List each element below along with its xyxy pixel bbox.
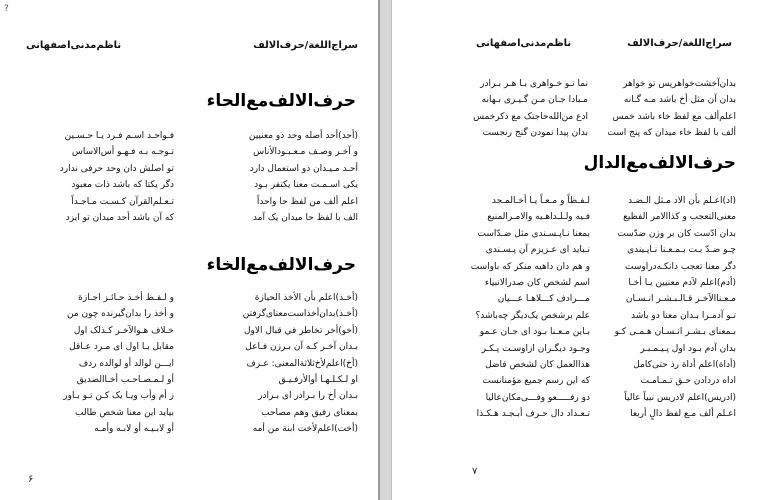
verse-column-left [14, 128, 174, 226]
verse-line: او لـكـلـهـا أوالأرفـيـق [278, 374, 358, 385]
verse-line: لـفـظاً و مـعـاً يـا أخـالمـجد [491, 196, 590, 206]
page-gutter [378, 0, 392, 500]
verse-column-right [188, 128, 358, 226]
verse-line: اسم لشخص كان صدرالانبياء [484, 277, 590, 288]
verse-line: اعـلم ألف مـع لفظ دالٍ أربعا [630, 409, 736, 420]
verse-line: مـــرادف كـــلاهـا عـــيان [497, 294, 590, 305]
verse-line: بـدان آخـر كـه آن بـرزن فـاعل [245, 342, 358, 353]
section-title-alha: حرف‌الالف‌مع‌الحاء [206, 91, 356, 111]
verse-line: تـوجـه بـه فـهـو أس‌الاساس [71, 147, 174, 158]
verse-line: بمعنای رفيق وهم مصاحب [261, 407, 358, 418]
verse-line: بدان‌آخشت‌خواهرپس تو خواهر [623, 79, 736, 89]
verse-line: و لـفـظ أخـذ حـائـز اجـازة [78, 293, 174, 303]
verse-line: معنی‌التعجب و كذا‌الامر الفظيع [623, 212, 736, 223]
section-title-alkha: حرف‌الالف‌مع‌الخاء [206, 255, 356, 275]
verse-line: دگر معنا تعجب دانکـه‌دراوست [625, 261, 736, 272]
verse-line: تـو آدمـرا بـدان معنا دو باشد [631, 310, 736, 321]
verse-line: بدان ادّست كان بر وزن ضدّست [617, 228, 736, 239]
verse-line: (اد)اعـلم بأن الاد مـثل الـضـد [628, 196, 736, 206]
verse-line: (أخـذ)اعلم بأن الأخذ الحيازة [254, 293, 358, 303]
verse-line: خـلاف هـوالآخـر كـذلک اول [73, 325, 174, 336]
verse-line: (أخـذ)بدان‌أخذاست‌معنای‌گرفتن [242, 309, 358, 320]
verse-line: علم برشخص يک‌ديگر چه‌باشد؟ [475, 310, 590, 321]
verse-line: و آخـر وصـف مـعـبـود‌الأناس [253, 147, 358, 158]
verse-line: بـدان أخ را بـرادر ای بـرادر [258, 391, 358, 402]
verse-line: مـبادا جـان مـن گـيـری بـهانه [481, 95, 588, 106]
verse-column-right [586, 76, 736, 142]
verse-line: بـمعنای بـشـر انـسـان هـمـی كـو [614, 327, 736, 338]
verse-line: دگر يكتا كه باشد ذات معبود [71, 180, 174, 191]
verse-column-left [14, 290, 174, 438]
verse-line: وجـود ديگـران ازاوسـت پـكـر [481, 343, 590, 354]
page-header-author: ناظم‌مدنی‌اصفهانی [476, 38, 572, 49]
verse-line: بدان آن مثل أخ باشد مـه گـانه [623, 95, 736, 106]
verse-line: ألف با لفظ خاء ميدان كه پنج است [607, 128, 736, 139]
page-header-title: سراج‌اللغة/حرف‌الالف [253, 40, 358, 51]
verse-line: بـاين مـعـنا بـود ای جـان عـمو [479, 327, 590, 338]
verse-line: دو رفـــــعو وفـــی‌مكان‌عاليا [485, 392, 590, 403]
page-header-title: سراج‌اللغة/حرف‌الالف [627, 38, 732, 49]
verse-line: ايـــن لوالد أو لوالده ردف [78, 358, 174, 369]
verse-line: (أداة)اعلم أداة رذ حتی‌كامل [633, 359, 736, 370]
verse-line: ادع من‌الله‌حاجتک مع ذكرخمس [473, 111, 588, 122]
left-page [0, 0, 378, 500]
verse-line: نما تـو خـواهری بـا هـر بـرادر [480, 79, 588, 89]
verse-line: مقابل بـا اول ای مـرد عـاقل [69, 342, 174, 353]
verse-column-right [188, 290, 358, 438]
verse-line: كه آن باشد أحد ميدان تو ايزد [65, 212, 174, 223]
verse-line: اعلم ألف من لفظ حا واحداً [256, 196, 358, 207]
section-title-aldal: حرف‌الالف‌مع‌الدال [583, 153, 736, 173]
verse-line: كه اين رسم جميع مؤمنانست [482, 376, 590, 387]
verse-line: بيايد اين معنا شخص طالب [75, 407, 174, 418]
page-number: ۷ [472, 466, 478, 477]
verse-line: ز أم وأب ويـا يک كـن تـو بـاور [63, 391, 174, 402]
verse-line: اعلم‌ألف مع لفظ خاء باشد خمس [612, 111, 736, 122]
verse-line: (ادريس)اعلم لادريس نبياً عالياً [624, 392, 736, 403]
verse-line: بمعنا نـاپـسـندی مثل ضـدّاست [477, 228, 590, 239]
verse-line: بدان آدم بـود اول پـيـمـبـر [640, 343, 736, 354]
verse-line: مـعـنا‌الآخـر قـالـبـشـر انـسـان [625, 294, 736, 305]
verse-line: أحـد مـيـدان دو استعمال دارد [249, 163, 358, 174]
verse-line: نـبايد ای عـزيزم آن پـسـندی [485, 245, 590, 256]
verse-line: (أدم)اعلم لآدم معنيين يـا أخـا [628, 277, 736, 288]
verse-line: (أخ)اعلم‌لأخ‌ثلاثة‌المعنی: عـرف [246, 358, 358, 369]
verse-line: بدان پيدا نمودن گنج رنجست [482, 128, 588, 139]
corner-mark: ? [4, 4, 9, 14]
verse-line: اداه دردادن حـق تـمـامـت [640, 376, 736, 387]
right-page [392, 0, 760, 500]
page-number: ۶ [28, 474, 34, 485]
verse-line: تـعـلم‌القرآن كـسـت مـاجـداً [71, 196, 174, 207]
verse-line: فـيه ولـلـداهـيه والامـرالمنيع [487, 212, 590, 223]
verse-line: (أخت)اعلم‌لأخت ابنة من أمه [252, 424, 358, 435]
verse-column-left [438, 76, 588, 142]
verse-line: هذاالعمل كان لشخص فاضل [485, 359, 590, 370]
page-header-author: ناظم‌مدنی‌اصفهانی [26, 40, 122, 51]
verse-line: تو اصلش دان وحد حرفی ندارد [59, 163, 174, 174]
verse-line: (أحد)أحد أصله وحد ذو معنيين [248, 131, 358, 141]
verse-column-left [440, 193, 590, 422]
verse-line: يكی اسـمـت معنا يكتفر بـود [254, 180, 358, 191]
verse-column-right [586, 193, 736, 422]
verse-line: فـواحـد اسـم فـرد يـا حـسـين [64, 131, 174, 141]
verse-line: چـو ضـدّ بـت بـمـعـنا نـاپـيندی [627, 245, 736, 256]
verse-line: أو لـمـصـاحـب أخـاالصديق [76, 374, 174, 385]
verse-line: (أخو)أخر تخاطر في قبال الاول [243, 325, 358, 336]
verse-line: أو لابـيـه أو لابـه وأمـه [94, 424, 174, 435]
verse-line: و هم دان داهيه منكر كه باواست [470, 261, 590, 272]
verse-line: تـعـداد دال حـرف أبـجـد هـكـذا [476, 409, 590, 420]
verse-line: الف با لفظ حا ميدان يک آمد [252, 212, 358, 223]
verse-line: و أخذ را بدان‌گيرنده چون من [66, 309, 174, 320]
